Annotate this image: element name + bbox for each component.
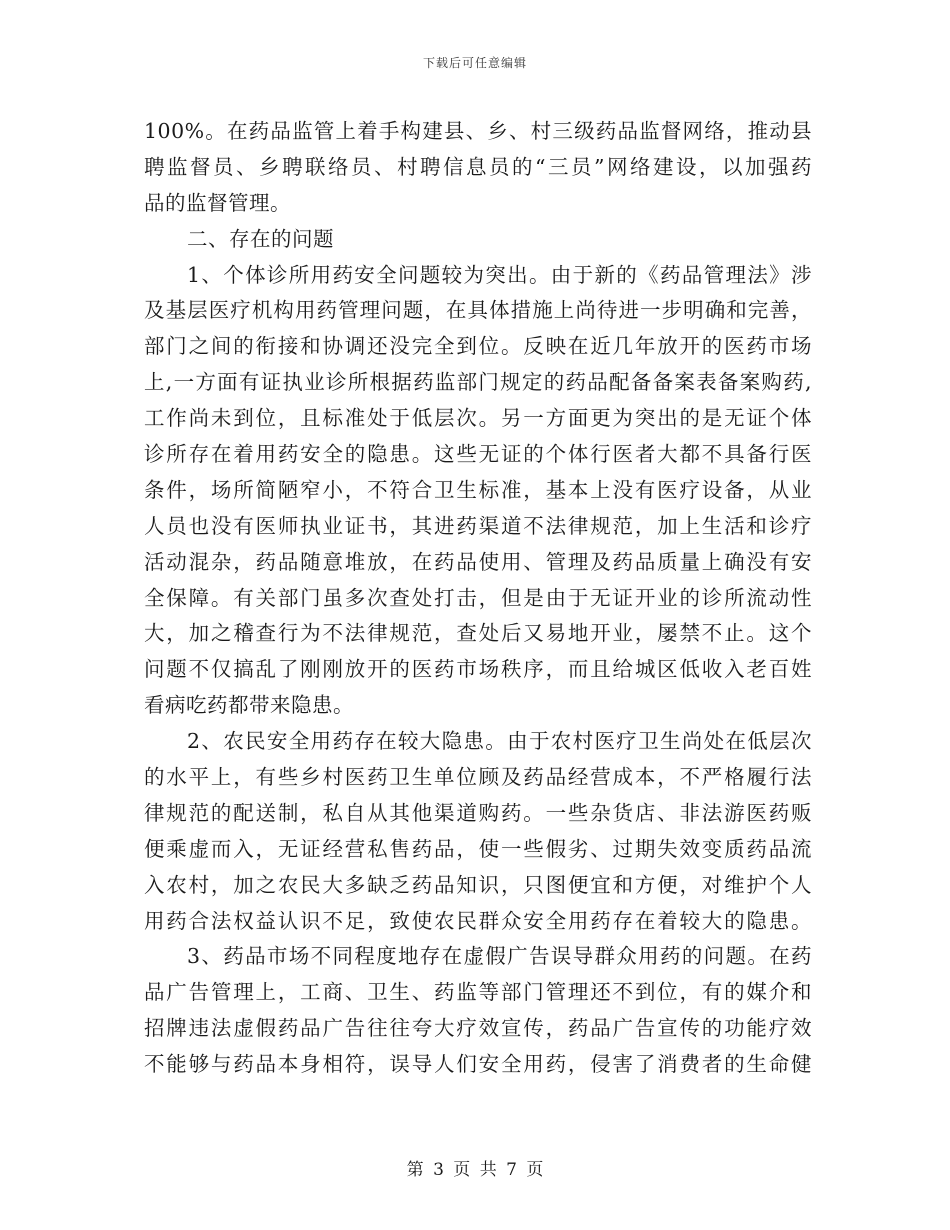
text-line: 不能够与药品本身相符，误导人们安全用药，侵害了消费者的生命健	[144, 1052, 812, 1077]
text-line: 全保障。有关部门虽多次查处打击，但是由于无证开业的诊所流动性	[144, 585, 812, 610]
document-body	[144, 114, 812, 1083]
text-line: 100%。在药品监管上着手构建县、乡、村三级药品监督网络，推动县	[144, 119, 812, 143]
text-line: 的水平上，有些乡村医药卫生单位顾及药品经营成本，不严格履行法	[144, 765, 812, 790]
text-line: 活动混杂，药品随意堆放，在药品使用、管理及药品质量上确没有安	[144, 549, 812, 574]
text-line: 品广告管理上，工商、卫生、药监等部门管理还不到位，有的媒介和	[144, 980, 812, 1005]
page-header: 下载后可任意编辑	[422, 56, 527, 70]
text-line: 条件，场所简陋窄小，不符合卫生标准，基本上没有医疗设备，从业	[144, 477, 812, 502]
text-line: 部门之间的衔接和协调还没完全到位。反映在近几年放开的医药市场	[144, 334, 812, 359]
text-line: 二、存在的问题	[187, 226, 335, 251]
text-line: 招牌违法虚假药品广告往往夸大疗效宣传，药品广告宣传的功能疗效	[144, 1016, 812, 1041]
text-line: 用药合法权益认识不足，致使农民群众安全用药存在着较大的隐患。	[144, 908, 812, 933]
text-line: 看病吃药都带来隐患。	[144, 693, 354, 718]
text-line: 入农村，加之农民大多缺乏药品知识，只图便宜和方便，对维护个人	[144, 872, 812, 897]
text-line: 工作尚未到位，且标准处于低层次。另一方面更为突出的是无证个体	[144, 406, 812, 431]
text-line: 上,一方面有证执业诊所根据药监部门规定的药品配备备案表备案购药,	[144, 370, 812, 395]
text-line: 聘监督员、乡聘联络员、村聘信息员的“三员”网络建设，以加强药	[144, 154, 812, 179]
text-line: 便乘虚而入，无证经营私售药品，使一些假劣、过期失效变质药品流	[144, 836, 812, 861]
text-line: 大，加之稽查行为不法律规范，查处后又易地开业，屡禁不止。这个	[144, 621, 812, 646]
text-line: 及基层医疗机构用药管理问题，在具体措施上尚待进一步明确和完善，	[144, 298, 812, 323]
text-line: 品的监督管理。	[144, 190, 291, 215]
text-line: 人员也没有医师执业证书，其进药渠道不法律规范，加上生活和诊疗	[144, 513, 812, 538]
page-number: 第 3 页 共 7 页	[406, 1160, 544, 1180]
text-line: 1、个体诊所用药安全问题较为突出。由于新的《药品管理法》涉	[187, 262, 812, 287]
text-line: 2、农民安全用药存在较大隐患。由于农村医疗卫生尚处在低层次	[187, 729, 812, 754]
text-line: 问题不仅搞乱了刚刚放开的医药市场秩序，而且给城区低收入老百姓	[144, 657, 812, 682]
text-line: 诊所存在着用药安全的隐患。这些无证的个体行医者大都不具备行医	[144, 442, 812, 467]
text-line: 3、药品市场不同程度地存在虚假广告误导群众用药的问题。在药	[187, 944, 812, 969]
text-line: 律规范的配送制，私自从其他渠道购药。一些杂货店、非法游医药贩	[144, 800, 812, 825]
